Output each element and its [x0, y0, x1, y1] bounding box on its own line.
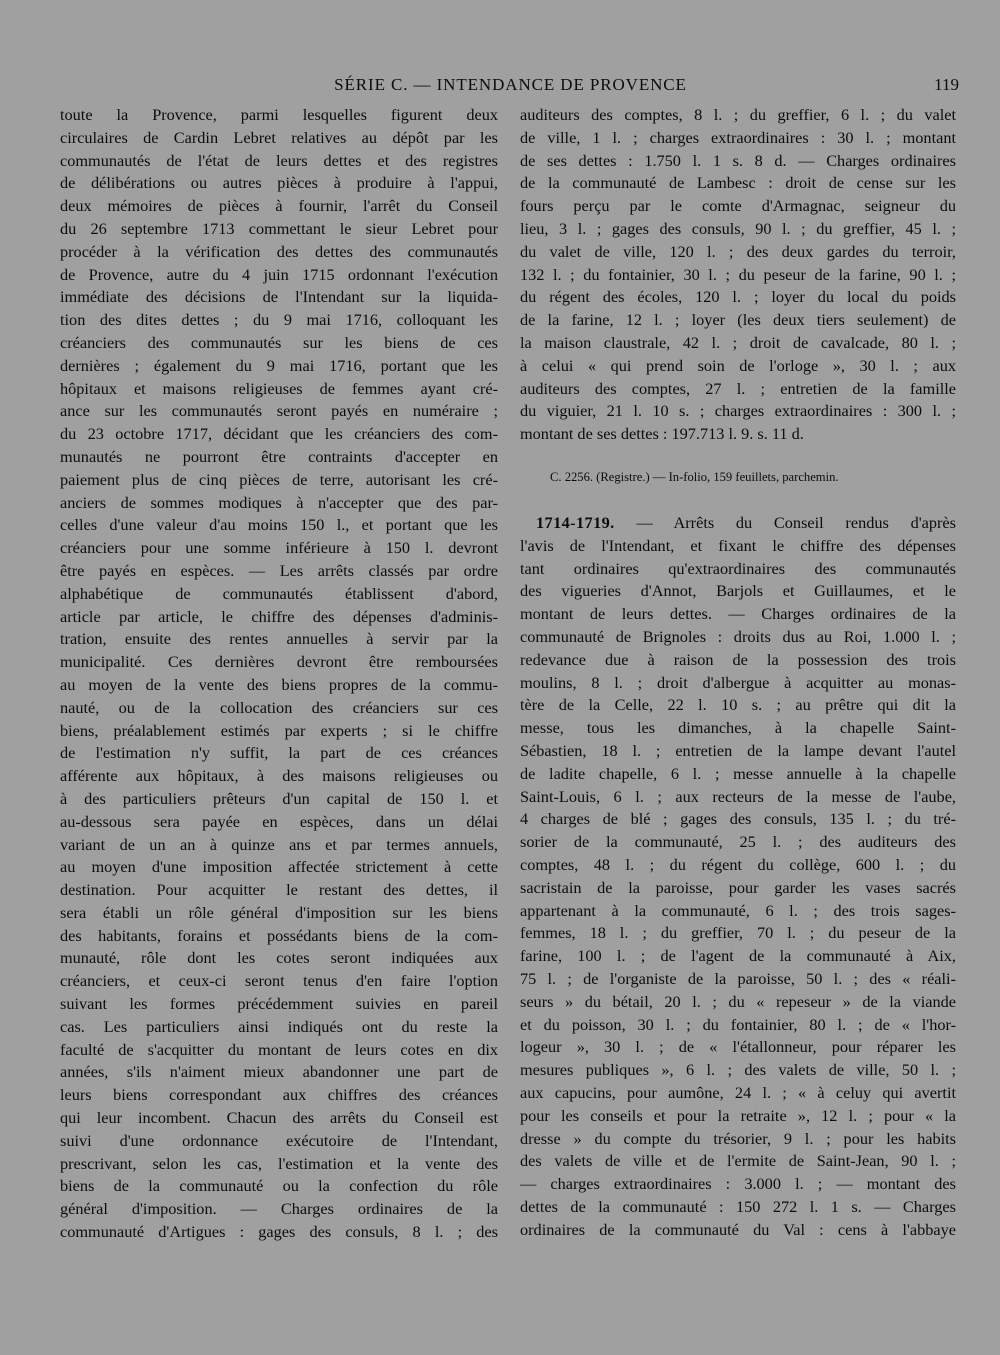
text-line: communauté de Brignoles : droits dus au Roi, 1.000 l. ; — [520, 626, 956, 646]
text-line: variant de un an à quinze ans et par termes annuels, — [60, 834, 498, 854]
text-line: fours perçu par le comte d'Armagnac, seigneur du — [520, 196, 956, 216]
text-line: 132 l. ; du fontainier, 30 l. ; du peseur de la farine, 90 l. ; — [520, 264, 956, 284]
text-line: 75 l. ; de l'organiste de la paroisse, 50 l. ; des « réali- — [520, 968, 956, 988]
text-line: messe, tous les dimanches, à la chapelle Saint- — [520, 718, 956, 738]
text-line: des vigueries d'Annot, Barjols et Guillaumes, et le — [520, 581, 956, 601]
text-line: Sébastien, 18 l. ; entretien de la lampe devant l'autel — [520, 740, 956, 760]
left-column — [60, 104, 498, 1244]
text-line: procéder à la vérification des dettes des communautés — [60, 241, 498, 261]
text-line: créanciers des communautés sur les biens de ces — [60, 332, 498, 352]
text-line: de ville, 1 l. ; charges extraordinaires : 30 l. ; montant — [520, 127, 956, 147]
text-line: du régent des écoles, 120 l. ; loyer du local du poids — [520, 287, 956, 307]
text-line: deux mémoires de pièces à fournir, l'arrêt du Conseil — [60, 196, 498, 216]
text-line: logeur », 30 l. ; de « l'étallonneur, pour réparer les — [520, 1037, 956, 1057]
text-line: Saint-Louis, 6 l. ; aux recteurs de la messe de l'aube, — [520, 786, 956, 806]
text-line: — charges extraordinaires : 3.000 l. ; — montant des — [520, 1174, 956, 1194]
text-line: moulins, 8 l. ; droit d'albergue à acquitter au monas- — [520, 672, 956, 692]
text-line: 4 charges de blé ; gages des consuls, 135 l. ; du tré- — [520, 809, 956, 829]
entry-first-line — [520, 512, 956, 535]
text-line: aux capucins, pour aumône, 24 l. ; « à celuy qui avertit — [520, 1082, 956, 1102]
text-line: à celui « qui prend soin de l'orloge », 30 l. ; aux — [520, 355, 956, 375]
text-line: tant ordinaires qu'extraordinaires des communautés — [520, 558, 956, 578]
text-line: sacristain de la paroisse, pour garder les vases sacrés — [520, 877, 956, 897]
text-line: mesures publiques », 6 l. ; des valets de ville, 50 l. ; — [520, 1060, 956, 1080]
text-line: lieu, 3 l. ; gages des consuls, 90 l. ; du greffier, 45 l. ; — [520, 218, 956, 238]
text-line: leurs biens correspondant aux chiffres des créances — [60, 1085, 498, 1105]
text-line: nauté, ou de la collocation des créanciers sur ces — [60, 697, 498, 717]
text-line: de la communauté de Lambesc : droit de cense sur les — [520, 173, 956, 193]
text-line: de ses dettes : 1.750 l. 1 s. 8 d. — Charges ordinaires — [520, 150, 956, 170]
entry-first-line-text: — Arrêts du Conseil rendus d'après — [636, 513, 956, 532]
text-line: munautés ne pourront être contraints d'accepter en — [60, 446, 498, 466]
text-line: comptes, 48 l. ; du régent du collège, 600 l. ; du — [520, 854, 956, 874]
right-column-top — [520, 104, 956, 446]
text-line: montant de leurs dettes. — Charges ordinaires de la — [520, 604, 956, 624]
text-line: de ladite chapelle, 6 l. ; messe annuelle à la chapelle — [520, 763, 956, 783]
entry-date: 1714-1719. — [536, 513, 615, 532]
text-line: circulaires de Cardin Lebret relatives au dépôt par les — [60, 127, 498, 147]
text-line: farine, 100 l. ; de l'agent de la communauté à Aix, — [520, 946, 956, 966]
text-line: dernières ; également du 9 mai 1716, portant que les — [60, 355, 498, 375]
text-line: biens, préalablement estimés par experts ; si le chiffre — [60, 720, 498, 740]
text-line: qui leur incombent. Chacun des arrêts du Conseil est — [60, 1108, 498, 1128]
text-line: de la farine, 12 l. ; loyer (les deux tiers seulement) de — [520, 310, 956, 330]
text-line: créanciers pour une somme inférieure à 150 l. devront — [60, 538, 498, 558]
text-line: toute la Provence, parmi lesquelles figurent deux — [60, 105, 498, 124]
text-line: de délibérations ou autres pièces à produire à l'appui, — [60, 173, 498, 193]
text-line: seurs » du bétail, 20 l. ; du « repeseur » de la viande — [520, 991, 956, 1011]
text-line: créanciers, et ceux-ci seront tenus d'en faire l'option — [60, 971, 498, 991]
text-line: article par article, le chiffre des dépenses d'adminis- — [60, 606, 498, 626]
text-line: l'avis de l'Intendant, et fixant le chiffre des dépenses — [520, 535, 956, 555]
text-line: général d'imposition. — Charges ordinaires de la — [60, 1199, 498, 1219]
text-line: la maison claustrale, 42 l. ; droit de cavalcade, 80 l. ; — [520, 332, 956, 352]
page-header — [62, 75, 959, 97]
text-line: biens de la communauté ou la confection du rôle — [60, 1176, 498, 1196]
text-line: être payés en espèces. — Les arrêts classés par ordre — [60, 560, 498, 580]
text-line: anciers de sommes modiques à n'accepter que des par- — [60, 492, 498, 512]
text-line: destination. Pour acquitter le restant des dettes, il — [60, 880, 498, 900]
text-line: du valet de ville, 120 l. ; des deux gardes du terroir, — [520, 241, 956, 261]
text-line: des valets de ville et de l'ermite de Saint-Jean, 90 l. ; — [520, 1151, 956, 1171]
text-line: paiement plus de cinq pièces de terre, autorisant les cré- — [60, 469, 498, 489]
text-line: redevance due à raison de la possession des trois — [520, 649, 956, 669]
text-line: des habitants, forains et possédants biens de la com- — [60, 925, 498, 945]
text-line: hôpitaux et maisons religieuses de femmes ayant cré- — [60, 378, 498, 398]
text-line: communauté d'Artigues : gages des consuls, 8 l. ; des — [60, 1222, 498, 1242]
text-line: dresse » du compte du trésorier, 9 l. ; pour les habits — [520, 1128, 956, 1148]
text-line: au moyen d'une imposition affectée strictement à cette — [60, 857, 498, 877]
text-line: immédiate des décisions de l'Intendant sur la liquida- — [60, 287, 498, 307]
text-line: au-dessous sera payée en espèces, dans un délai — [60, 811, 498, 831]
text-line: tration, ensuite des rentes annuelles à servir par la — [60, 629, 498, 649]
text-line: pour les conseils et pour la retraite », 12 l. ; pour « la — [520, 1105, 956, 1125]
catalog-reference: C. 2256. (Registre.) — In-folio, 159 feuillets, parchemin. — [550, 470, 839, 484]
text-line: de l'estimation n'y suffit, la part de ces créances — [60, 743, 498, 763]
text-line: suivi d'une ordonnance exécutoire de l'Intendant, — [60, 1130, 498, 1150]
text-line: de Provence, autre du 4 juin 1715 ordonnant l'exécution — [60, 264, 498, 284]
text-line: appartenant à la communauté, 6 l. ; des trois sages- — [520, 900, 956, 920]
text-line: municipalité. Ces dernières devront être remboursées — [60, 652, 498, 672]
text-line: auditeurs des comptes, 8 l. ; du greffier, 6 l. ; du valet — [520, 105, 956, 124]
text-line: femmes, 18 l. ; du greffier, 70 l. ; du peseur de la — [520, 923, 956, 943]
text-line: faculté de s'acquitter du montant de leurs cotes en dix — [60, 1039, 498, 1059]
text-line: du 23 octobre 1717, décidant que les créanciers des com- — [60, 424, 498, 444]
text-line: du viguier, 21 l. 10 s. ; charges extraordinaires : 300 l. ; — [520, 401, 956, 421]
text-line: suivant les formes précédemment suivies en pareil — [60, 994, 498, 1014]
register-entry — [520, 512, 956, 1242]
text-line: montant de ses dettes : 197.713 l. 9. s. 11 d. — [520, 424, 804, 444]
text-line: auditeurs des comptes, 27 l. ; entretien de la famille — [520, 378, 956, 398]
text-line: ance sur les communautés seront payés en numéraire ; — [60, 401, 498, 421]
text-line: cas. Les particuliers ainsi indiqués ont du reste la — [60, 1016, 498, 1036]
page-number: 119 — [934, 75, 959, 94]
text-line: tère de la Celle, 22 l. 10 s. ; au prêtre qui dit la — [520, 695, 956, 715]
text-line: tion des dites dettes ; du 9 mai 1716, colloquant les — [60, 310, 498, 330]
text-line: dettes de la communauté : 150 272 l. 1 s. — Charges — [520, 1196, 956, 1216]
text-line: sorier de la communauté, 25 l. ; des auditeurs des — [520, 832, 956, 852]
text-line: du 26 septembre 1713 commettant le sieur Lebret pour — [60, 218, 498, 238]
running-title: SÉRIE C. — INTENDANCE DE PROVENCE — [334, 75, 687, 94]
text-line: sera établi un rôle général d'imposition sur les biens — [60, 902, 498, 922]
text-line: au moyen de la vente des biens propres de la commu- — [60, 674, 498, 694]
text-line: prescrivant, selon les cas, l'estimation et la vente des — [60, 1153, 498, 1173]
text-line: et du poisson, 30 l. ; du fontainier, 80 l. ; de « l'hor- — [520, 1014, 956, 1034]
text-line: communautés de l'état de leurs dettes et des registres — [60, 150, 498, 170]
text-line: alphabétique de communautés établissent d'abord, — [60, 583, 498, 603]
text-line: années, s'ils n'aiment mieux abandonner une part de — [60, 1062, 498, 1082]
text-line: afférente aux hôpitaux, à des maisons religieuses ou — [60, 766, 498, 786]
text-line: munauté, rôle dont les cotes seront indiquées aux — [60, 948, 498, 968]
text-line: à des particuliers prêteurs d'un capital de 150 l. et — [60, 788, 498, 808]
text-line: celles d'une valeur d'au moins 150 l., et portant que les — [60, 515, 498, 535]
text-line: ordinaires de la communauté du Val : cens à l'abbaye — [520, 1219, 956, 1239]
